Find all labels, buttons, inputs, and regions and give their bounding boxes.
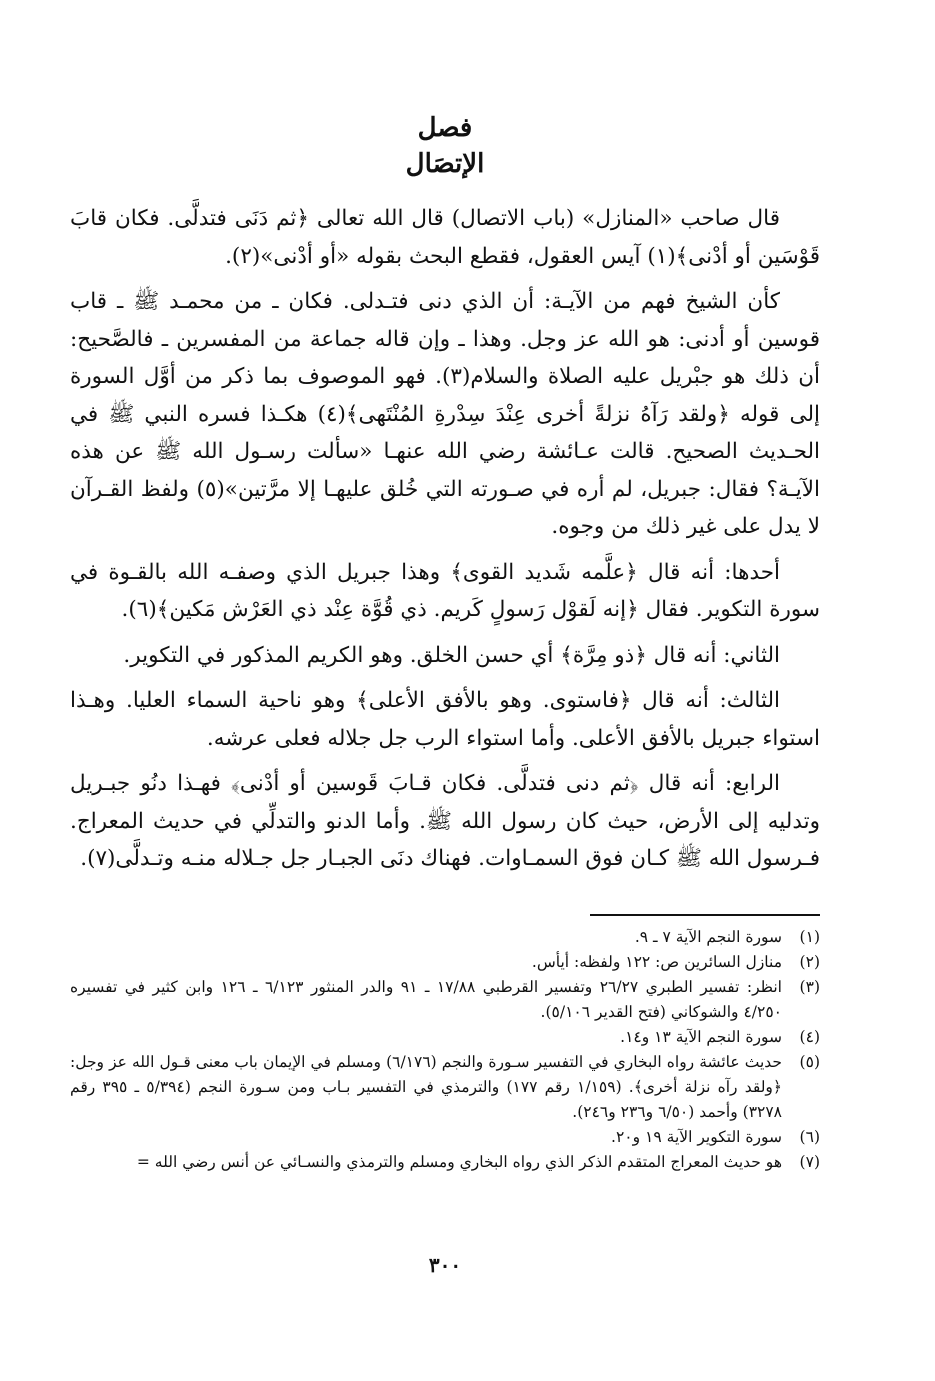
footnote (70, 1050, 820, 1125)
paragraph: الرابع: أنه قال ﴿ثم دنى فتدلَّى. فكان قـابَ قَوسين أو أدْنى﴾ فهـذا دنُو جبـريل وتدليه إلى الأرض، حيث كان رسول الله ﷺ. وأما الدنو والتدلِّي في حديث المعراج. فـرسول الله ﷺ كـان فوق السمـاوات. فهناك دنَى الجبـار جل جـلاله منـه وتـدلَّى(٧). (70, 771, 820, 871)
footnote-number: (٢) (799, 953, 820, 971)
paragraph: أحدها: أنه قال ﴿علَّمه شَديد القوى﴾ وهذا جبريل الذي وصفـه الله بالقـوة في سورة التكوير. فقال ﴿إنه لَقوْل رَسولٍ كَريم. ذي قُوَّة عِنْد ذي العَرْش مَكين﴾(٦). (70, 559, 820, 622)
footnote-text: هو حديث المعراج المتقدم الذكر الذي رواه البخاري ومسلم والترمذي والنسـائي عن أنس رضي الله = (136, 1153, 782, 1171)
footnotes (70, 925, 820, 1175)
footnote-text: سورة النجم الآية ٧ ـ ٩. (634, 928, 782, 946)
footnote (70, 1125, 820, 1150)
footnote (70, 1150, 820, 1175)
footnote-text: منازل السائرين ص: ١٢٢ ولفظه: أيأس. (531, 953, 782, 971)
footnote-text: سورة التكوير الآية ١٩ و٢٠. (611, 1128, 782, 1146)
footnote-divider (590, 914, 820, 916)
footnote-number: (٣) (799, 978, 820, 996)
footnote-number: (١) (799, 928, 820, 946)
footnote-number: (٦) (799, 1128, 820, 1146)
footnote (70, 1025, 820, 1050)
paragraph: الثالث: أنه قال ﴿فاستوى. وهو بالأفق الأعلى﴾ وهو ناحية السماء العليا. وهـذا استواء جبريل بالأفق الأعلى. وأما استواء الرب جل جلاله فعلى عرشه. (70, 688, 820, 751)
footnote-text: سورة النجم الآية ١٣ و١٤. (620, 1028, 782, 1046)
footnote (70, 975, 820, 1025)
footnote-number: (٥) (799, 1053, 820, 1071)
footnote-text: حديث عائشة رواه البخاري في التفسير سـورة والنجم (٦/١٧٦) ومسلم في الإيمان باب معنى قـول الله عز وجل: ﴿ولقد رآه نزلة أخرى﴾. (١/١٥٩ رقم ١٧٧) والترمذي في التفسير بـاب ومن سـورة النجم (٥/٣٩٤ ـ ٣٩٥ رقم ٣٢٧٨) وأحمد (٦/٥٠ و٢٣٦ و٢٤٦). (70, 1053, 782, 1121)
paragraph: الثاني: أنه قال ﴿ذو مِرَّة﴾ أي حسن الخلق. وهو الكريم المذكور في التكوير. (123, 642, 780, 668)
footnote (70, 950, 820, 975)
footnote-number: (٤) (799, 1028, 820, 1046)
main-text (70, 200, 820, 878)
footnote (70, 925, 820, 950)
page-number: ٣٠٠ (428, 1253, 462, 1277)
footnote-number: (٧) (799, 1153, 820, 1171)
chapter-heading: فصل (417, 113, 473, 143)
book-page (70, 110, 820, 1350)
paragraph-opening: قال صاحب «المنازل» (باب الاتصال) قال الله تعالى ﴿ثم دَنَى فتدلَّى. فكان قابَ قَوْسَين أو أدْنى﴾(١) آيس العقول، فقطع البحث بقوله «أو أدْنى»(٢). (70, 206, 820, 269)
footnote-text: انظر: تفسير الطبري ٢٦/٢٧ وتفسير القرطبي ١٧/٨٨ ـ ٩١ والدر المنثور ٦/١٢٣ ـ ١٢٦ وابن كثير في تفسيره ٤/٢٥٠ والشوكاني (فتح القدير ٥/١٠٦). (70, 978, 782, 1021)
chapter-subheading: الإتصَال (405, 149, 485, 179)
paragraph: كأن الشيخ فهم من الآيـة: أن الذي دنى فتـدلى. فكان ـ من محمـد ﷺ ـ قاب قوسين أو أدنى: هو الله عز وجل. وهذا ـ وإن قاله جماعة من المفسرين ـ فالصَّحيح: أن ذلك هو جبْريل عليه الصلاة والسلام(٣). فهو الموصوف بما ذكر من أوَّل السورة إلى قوله ﴿ولقد رَآهُ نزلةً أخرى عِنْدَ سِدْرةِ المُنْتَهى﴾(٤) هكـذا فسره النبي ﷺ في الحـديث الصحيح. قالت عـائشة رضي الله عنهـا «سألت رسـول الله ﷺ عن هذه الآيـة؟ فقال: جبريل، لم أره في صـورته التي خُلق عليهـا إلا مرَّتين»(٥) ولفظ القـرآن لا يدل على غير ذلك من وجوه. (70, 289, 821, 539)
